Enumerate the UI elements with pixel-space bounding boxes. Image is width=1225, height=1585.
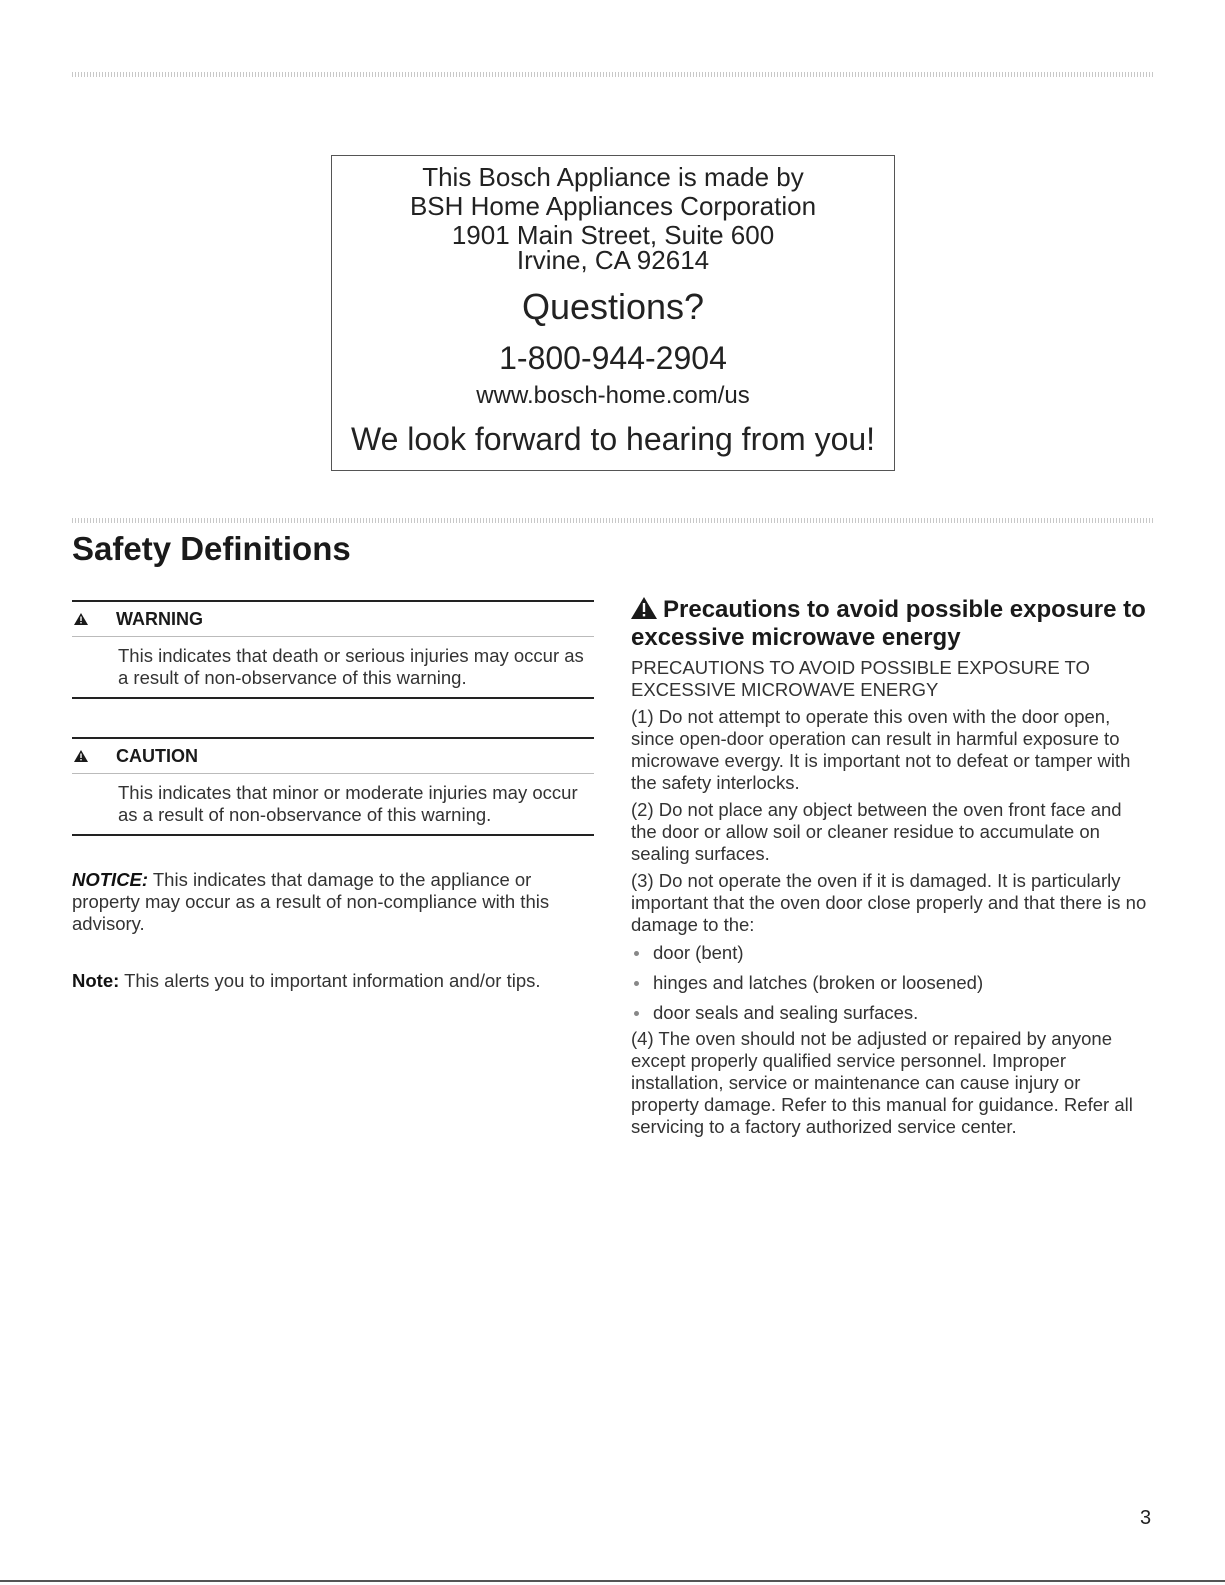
list-item-text: hinges and latches (broken or loosened)	[653, 972, 984, 993]
damage-list	[631, 942, 1151, 1024]
warning-definition	[72, 600, 594, 699]
list-item-text: door seals and sealing surfaces.	[653, 1002, 919, 1023]
caution-definition	[72, 737, 594, 836]
company-name: BSH Home Appliances Corporation	[409, 191, 817, 221]
notice-paragraph	[72, 869, 602, 935]
notice-label: NOTICE:	[72, 869, 149, 890]
top-divider	[72, 72, 1154, 77]
phone-number: 1-800-944-2904	[499, 340, 727, 376]
bullet-icon	[634, 951, 639, 956]
caution-label: CAUTION	[116, 745, 198, 766]
precaution-item-2: (2) Do not place any object between the oven front face and the door or allow soil or cleaner residue to accumulate on sealing surfaces.	[631, 799, 1122, 864]
maker-line: This Bosch Appliance is made by	[422, 162, 804, 192]
caution-bottom-rule	[72, 834, 594, 836]
list-item	[631, 972, 1151, 994]
list-item-text: door (bent)	[653, 942, 744, 963]
bullet-icon	[634, 1011, 639, 1016]
notice-text: This indicates that damage to the appliance or property may occur as a result of non-compliance with this advisory.	[72, 869, 550, 934]
caution-text: This indicates that minor or moderate injuries may occur as a result of non-observance of this warning.	[118, 782, 578, 825]
precautions-caps-text: PRECAUTIONS TO AVOID POSSIBLE EXPOSURE TO EXCESSIVE MICROWAVE ENERGY	[631, 657, 1090, 700]
warning-header	[72, 602, 594, 637]
bullet-icon	[634, 981, 639, 986]
page-title: Safety Definitions	[72, 530, 351, 567]
website-link[interactable]: www.bosch-home.com/us	[476, 382, 750, 409]
city-state-zip: Irvine, CA 92614	[516, 245, 710, 275]
precaution-item-4: (4) The oven should not be adjusted or repaired by anyone except properly qualified service personnel. Improper installation, service or maintenance can cause injury or property damage. Refer to this manual for guidance. Refer all servicing to a factory authorized service center.	[631, 1028, 1133, 1137]
precaution-item-1: (1) Do not attempt to operate this oven with the door open, since open-door operation can result in harmful exposure to microwave evergy. It is important not to defeat or tamper with the safety interlocks.	[631, 706, 1131, 793]
note-label: Note:	[72, 970, 120, 991]
note-paragraph	[72, 970, 602, 992]
list-item	[631, 942, 1151, 964]
page-number: 3	[1140, 1507, 1152, 1529]
warning-text: This indicates that death or serious injuries may occur as a result of non-observance of this warning.	[118, 645, 584, 688]
street-address: 1901 Main Street, Suite 600	[451, 220, 775, 250]
page-bottom-edge	[0, 1580, 1225, 1582]
closing-line: We look forward to hearing from you!	[350, 421, 876, 457]
precautions-heading	[631, 596, 1151, 652]
caution-header	[72, 739, 594, 774]
warning-triangle-icon	[74, 613, 88, 625]
warning-bottom-rule	[72, 697, 594, 699]
list-item	[631, 1002, 1151, 1024]
questions-heading: Questions?	[521, 286, 705, 327]
warning-label: WARNING	[116, 608, 203, 629]
precautions-heading-text: Precautions to avoid possible exposure to excessive microwave energy	[631, 596, 1146, 651]
precautions-section	[631, 596, 1151, 1138]
warning-triangle-icon	[631, 597, 657, 619]
section-divider	[72, 518, 1154, 523]
note-text: This alerts you to important information and/or tips.	[124, 970, 541, 991]
precaution-item-3: (3) Do not operate the oven if it is damaged. It is particularly important that the oven door close properly and that there is no damage to the:	[631, 870, 1147, 935]
caution-triangle-icon	[74, 750, 88, 762]
contact-info-box	[331, 155, 895, 471]
